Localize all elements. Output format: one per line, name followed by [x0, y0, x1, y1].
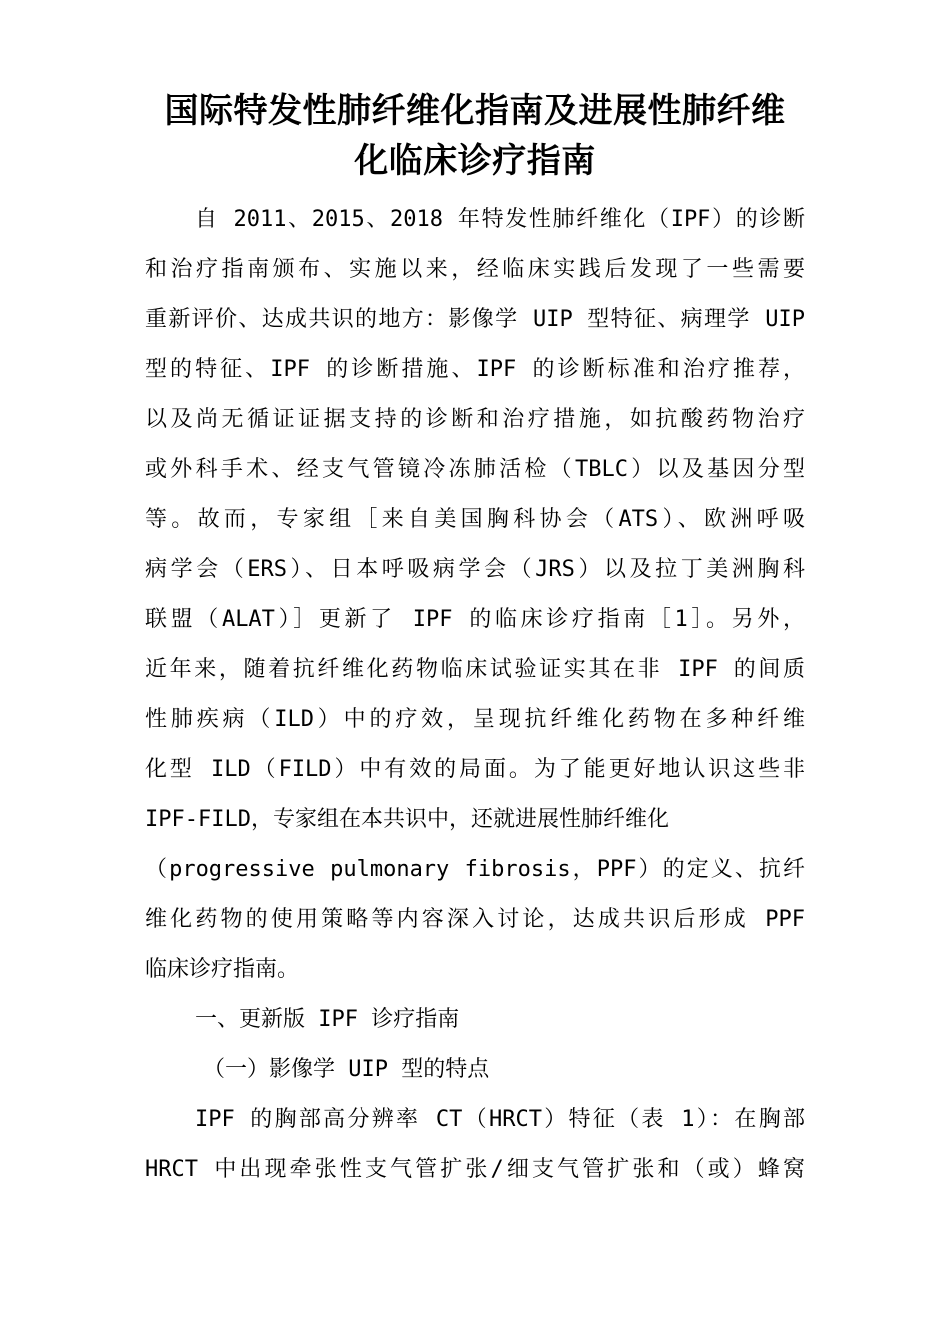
paragraph-line: 近年来，随着抗纤维化药物临床试验证实其在非 IPF 的间质 — [145, 657, 805, 682]
paragraph-line: HRCT 中出现牵张性支气管扩张/细支气管扩张和（或）蜂窝 — [145, 1157, 805, 1182]
paragraph-line: 病学会（ERS）、日本呼吸病学会（JRS）以及拉丁美洲胸科 — [145, 557, 805, 582]
paragraph-line: IPF 的胸部高分辨率 CT（HRCT）特征（表 1）：在胸部 — [195, 1107, 805, 1132]
title-line-1: 国际特发性肺纤维化指南及进展性肺纤维 — [164, 91, 786, 131]
paragraph-line: 维化药物的使用策略等内容深入讨论，达成共识后形成 PPF — [145, 907, 805, 932]
paragraph-line: 联盟（ALAT）］更新了 IPF 的临床诊疗指南［1］。另外， — [145, 607, 805, 632]
paragraph-line: 性肺疾病（ILD）中的疗效，呈现抗纤维化药物在多种纤维 — [145, 707, 805, 732]
paragraph-line: （progressive pulmonary fibrosis，PPF）的定义、抗纤 — [145, 857, 805, 882]
section-heading: 一、更新版 IPF 诊疗指南 — [195, 1007, 460, 1032]
paragraph-line: 或外科手术、经支气管镜冷冻肺活检（TBLC）以及基因分型 — [145, 457, 805, 482]
subsection-heading: （一）影像学 UIP 型的特点 — [203, 1057, 490, 1082]
paragraph-line: 临床诊疗指南。 — [145, 957, 300, 982]
paragraph-line: IPF-FILD，专家组在本共识中，还就进展性肺纤维化 — [145, 807, 669, 832]
paragraph-line: 自 2011、2015、2018 年特发性肺纤维化（IPF）的诊断 — [195, 207, 805, 232]
paragraph-line: 等。故而，专家组［来自美国胸科协会（ATS）、欧洲呼吸 — [145, 507, 805, 532]
paragraph-line: 以及尚无循证证据支持的诊断和治疗措施，如抗酸药物治疗 — [145, 407, 805, 432]
document-title — [145, 86, 805, 186]
paragraph-line: 型的特征、IPF 的诊断措施、IPF 的诊断标准和治疗推荐， — [145, 357, 805, 382]
paragraph-line: 化型 ILD（FILD）中有效的局面。为了能更好地认识这些非 — [145, 757, 805, 782]
title-line-2: 化临床诊疗指南 — [354, 141, 596, 181]
document-body — [145, 195, 805, 1195]
paragraph-line: 和治疗指南颁布、实施以来，经临床实践后发现了一些需要 — [145, 257, 805, 282]
paragraph-line: 重新评价、达成共识的地方：影像学 UIP 型特征、病理学 UIP — [145, 307, 805, 332]
